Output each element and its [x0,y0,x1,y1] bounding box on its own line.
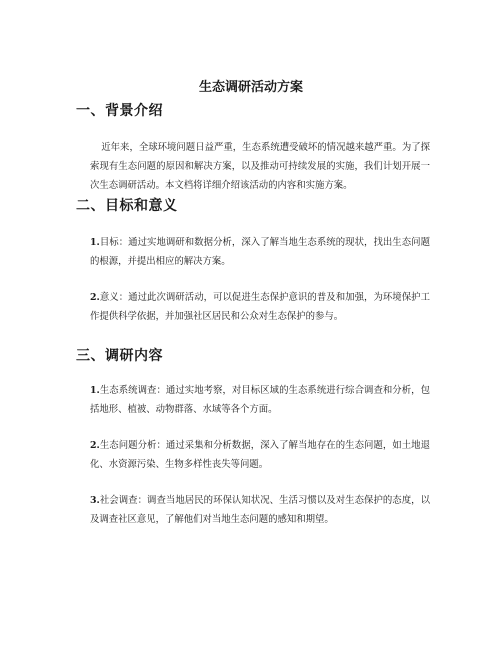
paragraph-content-3 [90,491,430,529]
paragraph-goal-2 [90,288,430,326]
section-heading-goals: 二、目标和意义 [76,198,178,214]
paragraph-number: 1. [90,237,100,248]
paragraph-text: 近年来，全球环境问题日益严重，生态系统遭受破坏的情况越来越严重。为了探索现有生态问题的原因和解决方案，以及推动可持续发展的实施，我们计划开展一次生态调研活动。本文档将详细介绍该活动的内容和实施方案。 [90,142,430,191]
paragraph-text: 生态问题分析：通过采集和分析数据，深入了解当地存在的生态问题，如土地退化、水资源污染、生物多样性丧失等问题。 [90,440,430,470]
paragraph-goal-1 [90,233,430,271]
paragraph-content-1 [90,381,430,419]
paragraph-text: 生态系统调查：通过实地考察，对目标区域的生态系统进行综合调查和分析，包括地形、植被、动物群落、水域等各个方面。 [90,385,430,415]
paragraph-number: 3. [90,495,100,506]
section-heading-content: 三、调研内容 [76,348,163,364]
document-title: 生态调研活动方案 [198,80,303,95]
paragraph-content-2 [90,436,430,474]
paragraph-background [90,138,430,195]
section-heading-background: 一、背景介绍 [76,103,163,119]
paragraph-text: 目标：通过实地调研和数据分析，深入了解当地生态系统的现状，找出生态问题的根源，并提出相应的解决方案。 [90,237,430,267]
paragraph-text: 社会调查：调查当地居民的环保认知状况、生活习惯以及对生态保护的态度，以及调查社区意见，了解他们对当地生态问题的感知和期望。 [90,495,430,525]
paragraph-number: 1. [90,385,100,396]
paragraph-text: 意义：通过此次调研活动，可以促进生态保护意识的普及和加强，为环境保护工作提供科学依据，并加强社区居民和公众对生态保护的参与。 [90,292,430,322]
paragraph-number: 2. [90,440,100,451]
paragraph-number: 2. [90,292,100,303]
